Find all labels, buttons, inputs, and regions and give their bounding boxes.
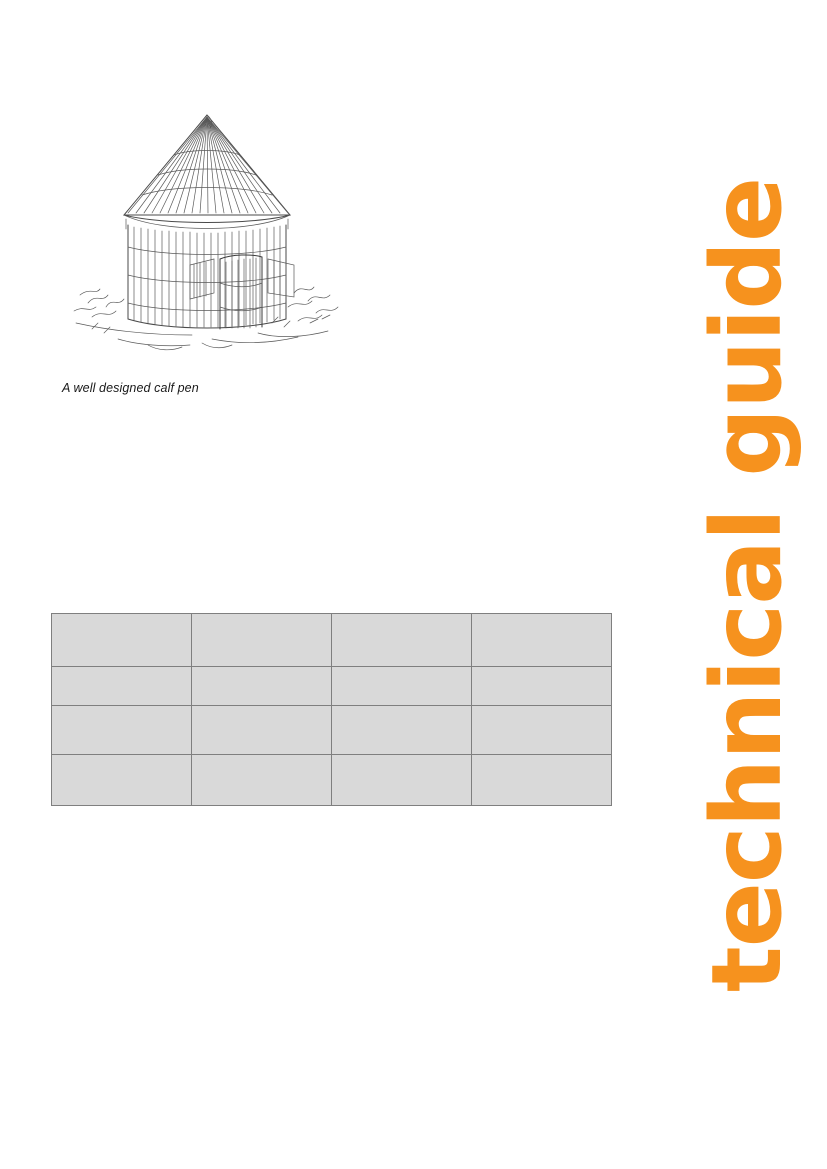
table-cell <box>192 667 332 706</box>
data-table <box>51 613 612 806</box>
table-cell <box>472 755 612 806</box>
table-cell <box>472 706 612 755</box>
table-cell <box>332 614 472 667</box>
table-row <box>52 755 612 806</box>
table-cell <box>52 614 192 667</box>
table-cell <box>52 706 192 755</box>
figure-caption: A well designed calf pen <box>62 381 199 395</box>
table-cell <box>192 614 332 667</box>
table-cell <box>472 667 612 706</box>
figure-block <box>62 107 352 395</box>
table-cell <box>192 755 332 806</box>
table-cell <box>192 706 332 755</box>
table-cell <box>332 755 472 806</box>
table-cell <box>52 755 192 806</box>
side-title-text: technical guide <box>691 177 803 992</box>
table-row <box>52 667 612 706</box>
table-row <box>52 614 612 667</box>
calf-pen-illustration <box>62 107 352 355</box>
table-row <box>52 706 612 755</box>
table-cell <box>52 667 192 706</box>
table-cell <box>472 614 612 667</box>
table-cell <box>332 706 472 755</box>
side-title-band <box>667 0 827 1169</box>
table-cell <box>332 667 472 706</box>
